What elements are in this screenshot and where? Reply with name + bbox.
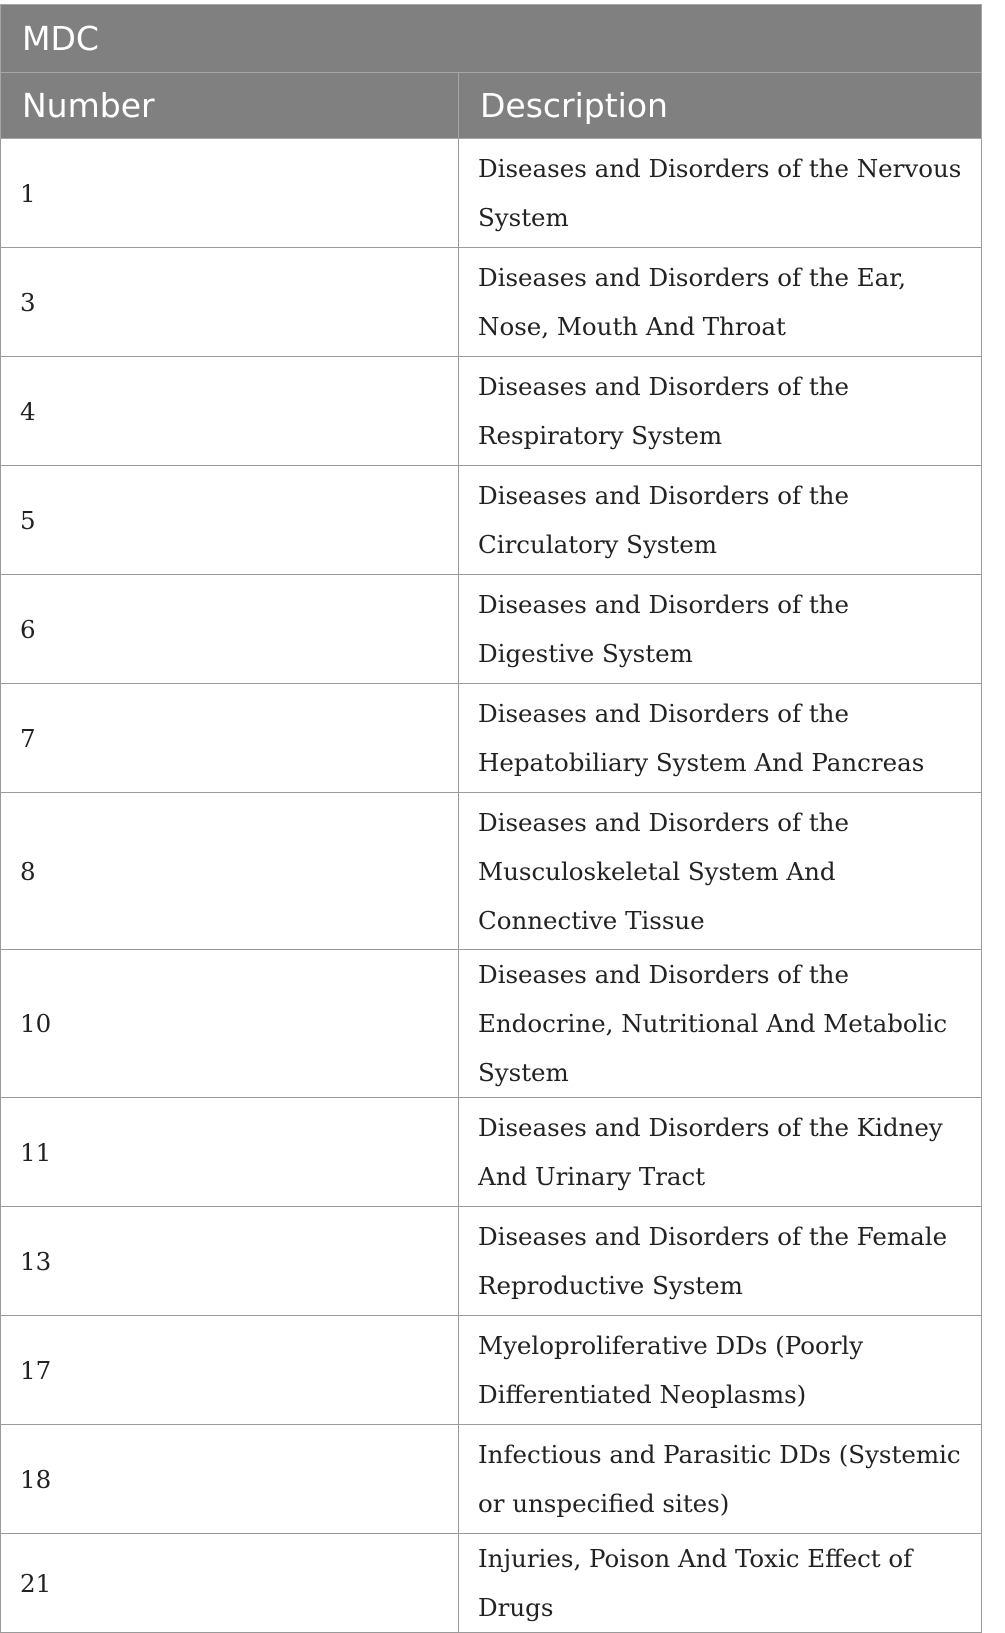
row-number: 1 [1,139,459,248]
table-row [1,139,982,248]
mdc-table [0,4,982,1633]
table-row [1,684,982,793]
row-number: 5 [1,466,459,575]
row-description: Diseases and Disorders of the Musculoskeletal System And Connective Tissue [459,793,982,950]
row-description: Diseases and Disorders of the Hepatobiliary System And Pancreas [459,684,982,793]
row-number: 13 [1,1207,459,1316]
table-row [1,1316,982,1425]
row-description: Diseases and Disorders of the Kidney And Urinary Tract [459,1098,982,1207]
column-header-description: Description [459,73,982,139]
row-number: 21 [1,1534,459,1633]
table-row [1,1425,982,1534]
row-description: Injuries, Poison And Toxic Effect of Drugs [459,1534,982,1633]
mdc-table-container [0,4,981,1633]
table-row [1,1534,982,1633]
row-description: Diseases and Disorders of the Endocrine, Nutritional And Metabolic System [459,950,982,1098]
row-number: 7 [1,684,459,793]
table-row [1,1098,982,1207]
table-row [1,248,982,357]
row-number: 10 [1,950,459,1098]
row-description: Diseases and Disorders of the Female Reproductive System [459,1207,982,1316]
row-number: 6 [1,575,459,684]
row-number: 4 [1,357,459,466]
table-row [1,575,982,684]
row-description: Myeloproliferative DDs (Poorly Differentiated Neoplasms) [459,1316,982,1425]
group-header-row [1,5,982,73]
table-row [1,793,982,950]
row-number: 8 [1,793,459,950]
table-row [1,466,982,575]
table-row [1,357,982,466]
row-description: Infectious and Parasitic DDs (Systemic or unspecified sites) [459,1425,982,1534]
column-header-number: Number [1,73,459,139]
row-description: Diseases and Disorders of the Respiratory System [459,357,982,466]
table-row [1,1207,982,1316]
row-description: Diseases and Disorders of the Nervous System [459,139,982,248]
row-number: 11 [1,1098,459,1207]
row-description: Diseases and Disorders of the Ear, Nose, Mouth And Throat [459,248,982,357]
row-description: Diseases and Disorders of the Circulatory System [459,466,982,575]
row-number: 18 [1,1425,459,1534]
row-description: Diseases and Disorders of the Digestive System [459,575,982,684]
table-row [1,950,982,1098]
row-number: 3 [1,248,459,357]
column-header-row [1,73,982,139]
row-number: 17 [1,1316,459,1425]
group-header-mdc: MDC [1,5,982,73]
